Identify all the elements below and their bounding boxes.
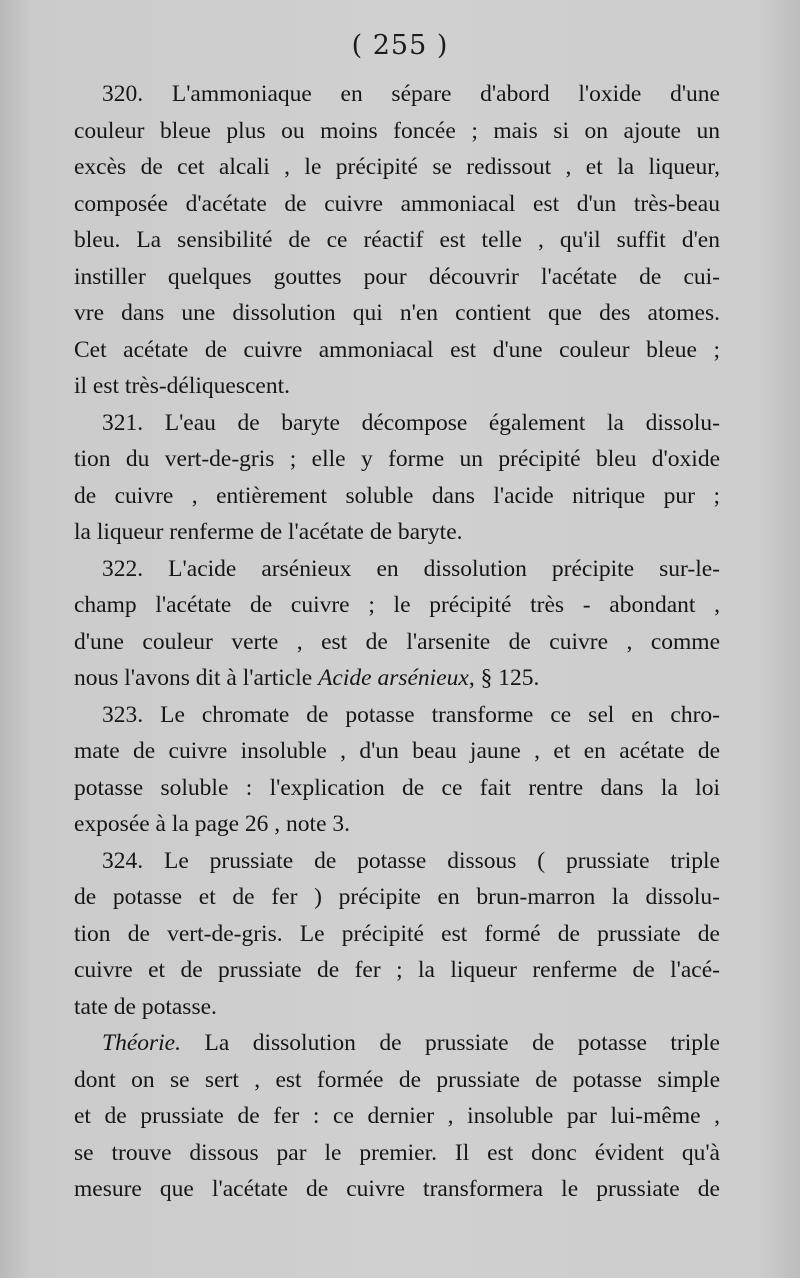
text-line: 324. Le prussiate de potasse dissous ( prussiate triple bbox=[102, 847, 720, 874]
text-line: vre dans une dissolution qui n'en contient que des atomes. bbox=[74, 300, 720, 326]
text-line: potasse soluble : l'explication de ce fait rentre dans la loi bbox=[74, 774, 720, 801]
text-line: mate de cuivre insoluble , d'un beau jaune , et en acétate de bbox=[74, 738, 720, 764]
text-line: Cet acétate de cuivre ammoniacal est d'une couleur bleue ; bbox=[74, 336, 720, 363]
text-line: tate de potasse. bbox=[74, 993, 217, 1020]
text-line: 321. L'eau de baryte décompose également la dissolu- bbox=[102, 409, 720, 436]
text-line: excès de cet alcali , le précipité se redissout , et la liqueur, bbox=[74, 154, 720, 180]
text-line: de cuivre , entièrement soluble dans l'acide nitrique pur ; bbox=[74, 482, 720, 509]
page-number: ( 255 ) bbox=[351, 30, 449, 61]
text-line: se trouve dissous par le premier. Il est donc évident qu'à bbox=[74, 1139, 720, 1166]
text-line: de potasse et de fer ) précipite en brun-marron la dissolu- bbox=[74, 884, 720, 910]
text-line: tion de vert-de-gris. Le précipité est formé de prussiate de bbox=[74, 920, 720, 947]
body-text bbox=[74, 76, 720, 1208]
text-line-with-heading bbox=[74, 1025, 720, 1062]
text-line-with-reference bbox=[74, 660, 720, 697]
text-line: cuivre et de prussiate de fer ; la liqueur renferme de l'acé- bbox=[74, 957, 720, 983]
text-line: dont on se sert , est formée de prussiate de potasse simple bbox=[74, 1066, 720, 1093]
text-line: instiller quelques gouttes pour découvrir l'acétate de cui- bbox=[74, 263, 720, 290]
text-line: bleu. La sensibilité de ce réactif est telle , qu'il suffit d'en bbox=[74, 227, 720, 253]
article-reference: Acide arsénieux bbox=[318, 665, 469, 691]
text-line: champ l'acétate de cuivre ; le précipité très - abondant , bbox=[74, 592, 720, 618]
text-line: tion du vert-de-gris ; elle y forme un précipité bleu d'oxide bbox=[74, 446, 720, 472]
text-line: couleur bleue plus ou moins foncée ; mais si on ajoute un bbox=[74, 117, 720, 144]
text-line: la liqueur renferme de l'acétate de baryte. bbox=[74, 519, 463, 545]
text-line: d'une couleur verte , est de l'arsenite de cuivre , comme bbox=[74, 628, 720, 655]
text-line: il est très-déliquescent. bbox=[74, 373, 290, 399]
text-line: 322. L'acide arsénieux en dissolution précipite sur-le- bbox=[102, 555, 720, 582]
text-segment: La dissolution de prussiate de potasse triple bbox=[180, 1030, 720, 1056]
text-line: 320. L'ammoniaque en sépare d'abord l'oxide d'une bbox=[102, 81, 720, 107]
text-line: 323. Le chromate de potasse transforme ce sel en chro- bbox=[102, 701, 720, 728]
text-line: composée d'acétate de cuivre ammoniacal est d'un très-beau bbox=[74, 190, 720, 217]
text-line: et de prussiate de fer : ce dernier , insoluble par lui-même , bbox=[74, 1103, 720, 1129]
text-line: mesure que l'acétate de cuivre transformera le prussiate de bbox=[74, 1176, 720, 1202]
text-line: exposée à la page 26 , note 3. bbox=[74, 811, 351, 837]
text-segment: nous l'avons dit à l'article bbox=[74, 665, 319, 691]
text-segment: , § 125. bbox=[468, 665, 540, 691]
theory-heading: Théorie. bbox=[102, 1030, 181, 1056]
